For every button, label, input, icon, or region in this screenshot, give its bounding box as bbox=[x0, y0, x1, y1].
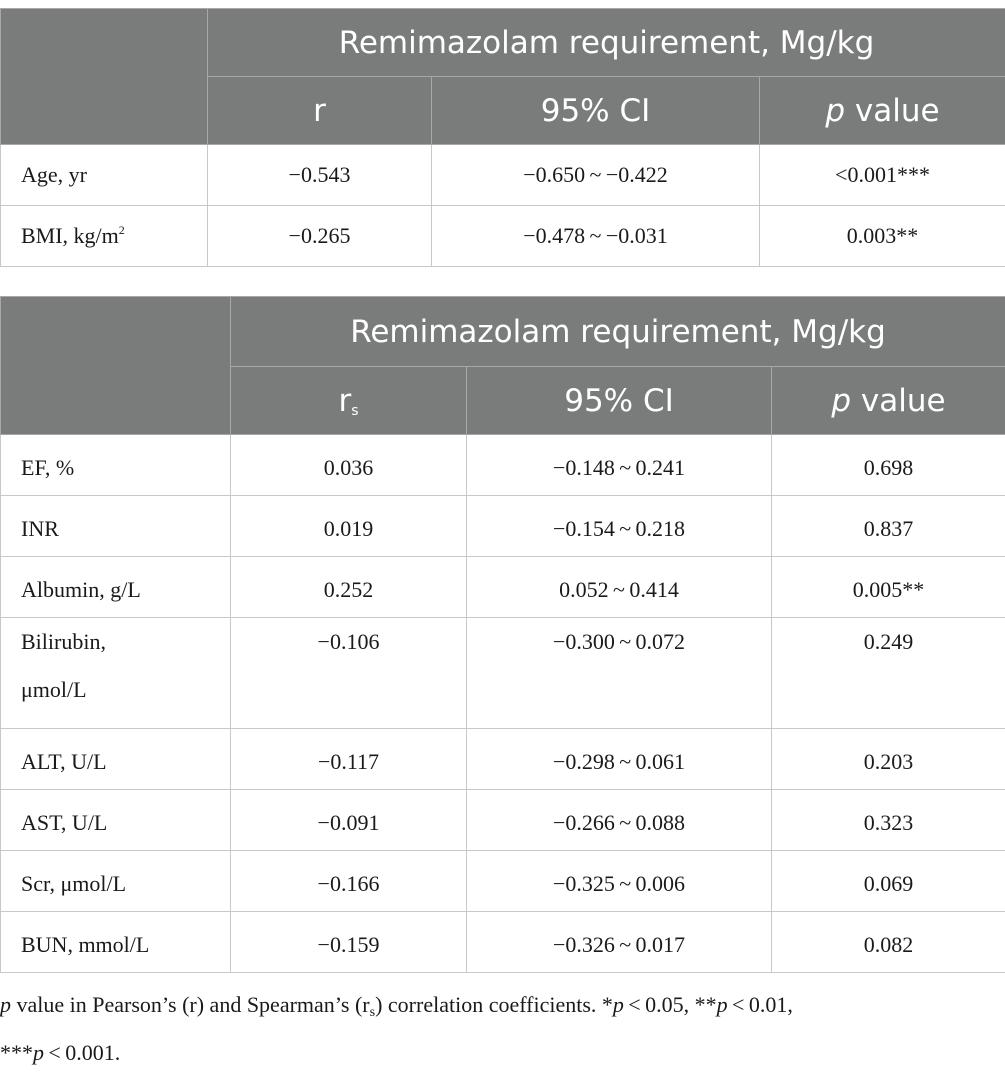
ci-value: 0.052 ~ 0.414 bbox=[467, 557, 772, 618]
col-header-r: r bbox=[208, 77, 432, 145]
header-corner bbox=[1, 9, 208, 145]
table-row bbox=[1, 729, 1005, 790]
rs-value: −0.117 bbox=[231, 729, 467, 790]
row-label: Bilirubin, μmol/L bbox=[1, 618, 231, 729]
p-value: 0.005** bbox=[772, 557, 1005, 618]
row-label: INR bbox=[1, 496, 231, 557]
p-value: 0.698 bbox=[772, 435, 1005, 496]
p-value: <0.001*** bbox=[760, 145, 1005, 206]
table-row bbox=[1, 496, 1005, 557]
r-value: −0.543 bbox=[208, 145, 432, 206]
group-header: Remimazolam requirement, Mg/kg bbox=[208, 9, 1005, 77]
rs-value: −0.159 bbox=[231, 912, 467, 973]
ci-value: −0.266 ~ 0.088 bbox=[467, 790, 772, 851]
header-corner bbox=[1, 297, 231, 435]
row-label: Age, yr bbox=[1, 145, 208, 206]
table-row bbox=[1, 206, 1005, 267]
p-value: 0.249 bbox=[772, 618, 1005, 729]
row-label: Scr, μmol/L bbox=[1, 851, 231, 912]
p-value: 0.069 bbox=[772, 851, 1005, 912]
table-row bbox=[1, 912, 1005, 973]
table-footnote: p value in Pearson’s (r) and Spearman’s $(r_s)$ correlation coefficients. *p < 0.05, **p < 0.01, ***p < 0.001. bbox=[0, 985, 1000, 1073]
ci-value: −0.325 ~ 0.006 bbox=[467, 851, 772, 912]
p-value: 0.323 bbox=[772, 790, 1005, 851]
group-header: Remimazolam requirement, Mg/kg bbox=[231, 297, 1005, 367]
row-label: BMI, $kg/m^2$ bbox=[1, 206, 208, 267]
correlation-table-pearson bbox=[0, 8, 1005, 267]
table-row bbox=[1, 435, 1005, 496]
rs-value: −0.091 bbox=[231, 790, 467, 851]
rs-value: −0.106 bbox=[231, 618, 467, 729]
col-header-p: p value bbox=[760, 77, 1005, 145]
table-row bbox=[1, 790, 1005, 851]
p-value: 0.203 bbox=[772, 729, 1005, 790]
correlation-table-spearman bbox=[0, 296, 1005, 973]
row-label: ALT, U/L bbox=[1, 729, 231, 790]
col-header-rs: $r_s$ bbox=[231, 367, 467, 435]
row-label: BUN, mmol/L bbox=[1, 912, 231, 973]
row-label: AST, U/L bbox=[1, 790, 231, 851]
rs-value: 0.252 bbox=[231, 557, 467, 618]
ci-value: −0.300 ~ 0.072 bbox=[467, 618, 772, 729]
col-header-ci: 95% CI bbox=[467, 367, 772, 435]
ci-value: −0.650 ~ −0.422 bbox=[432, 145, 760, 206]
table-row bbox=[1, 851, 1005, 912]
row-label: Albumin, g/L bbox=[1, 557, 231, 618]
rs-value: 0.036 bbox=[231, 435, 467, 496]
table-row bbox=[1, 557, 1005, 618]
table-row bbox=[1, 618, 1005, 729]
ci-value: −0.478 ~ −0.031 bbox=[432, 206, 760, 267]
p-value: 0.003** bbox=[760, 206, 1005, 267]
ci-value: −0.148 ~ 0.241 bbox=[467, 435, 772, 496]
table-row bbox=[1, 145, 1005, 206]
col-header-ci: 95% CI bbox=[432, 77, 760, 145]
rs-value: 0.019 bbox=[231, 496, 467, 557]
p-value: 0.082 bbox=[772, 912, 1005, 973]
rs-value: −0.166 bbox=[231, 851, 467, 912]
row-label: EF, % bbox=[1, 435, 231, 496]
p-value: 0.837 bbox=[772, 496, 1005, 557]
ci-value: −0.154 ~ 0.218 bbox=[467, 496, 772, 557]
ci-value: −0.326 ~ 0.017 bbox=[467, 912, 772, 973]
r-value: −0.265 bbox=[208, 206, 432, 267]
col-header-p: p value bbox=[772, 367, 1005, 435]
ci-value: −0.298 ~ 0.061 bbox=[467, 729, 772, 790]
